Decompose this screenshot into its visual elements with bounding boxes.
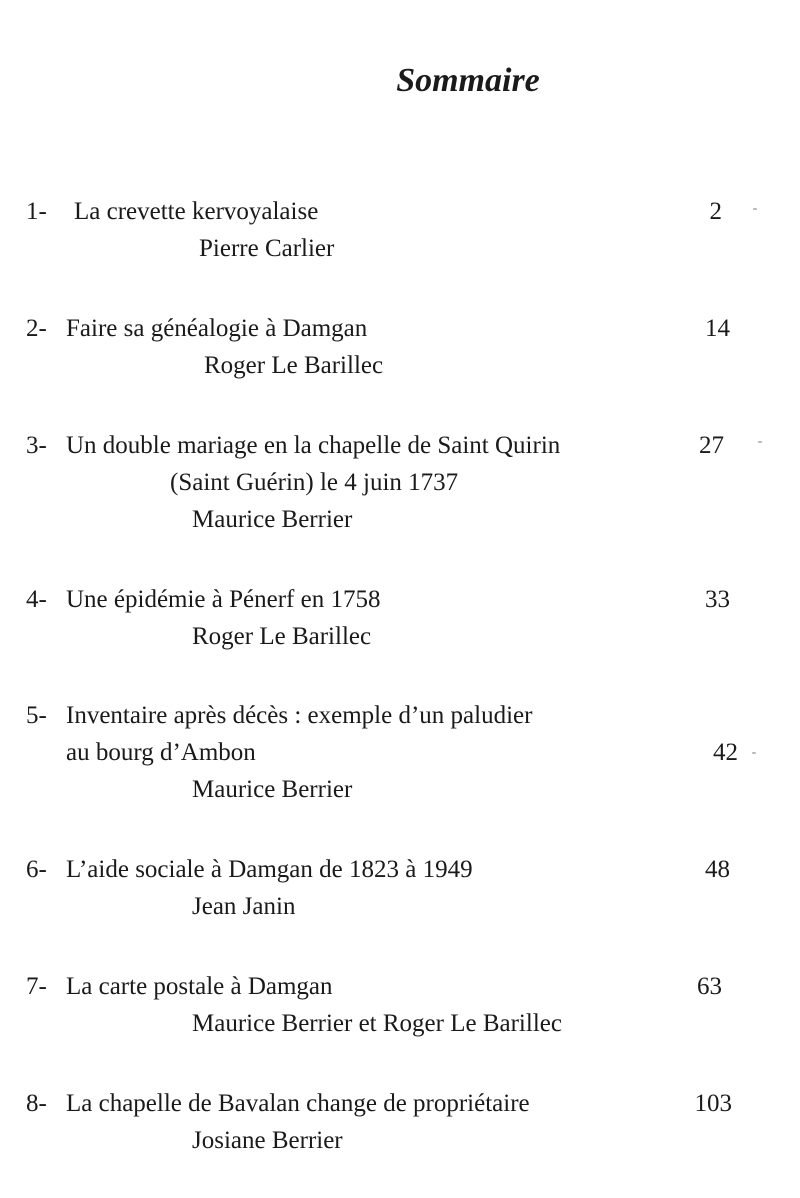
entry-page-number: 14 [705, 315, 730, 342]
entry-number: 3- [26, 432, 47, 459]
entry-author: Roger Le Barillec [204, 352, 384, 379]
entry-number: 6- [26, 856, 47, 883]
entry-page-number: 103 [694, 1090, 732, 1117]
entry-title: Inventaire après décès : exemple d’un paludier [66, 702, 533, 729]
entry-author: Jean Janin [192, 893, 296, 920]
entry-title: Faire sa généalogie à Damgan [66, 315, 368, 342]
entry-title-continued: au bourg d’Ambon [66, 739, 256, 766]
entry-number: 5- [26, 702, 47, 729]
entry-title: La crevette kervoyalaise [74, 198, 319, 225]
scan-speck [753, 208, 757, 210]
entry-author: Maurice Berrier et Roger Le Barillec [192, 1010, 562, 1037]
entry-title-continued: (Saint Guérin) le 4 juin 1737 [170, 469, 459, 496]
entry-title: L’aide sociale à Damgan de 1823 à 1949 [66, 856, 473, 883]
entry-title: Un double mariage en la chapelle de Saint Quirin [66, 432, 561, 459]
entry-author: Maurice Berrier [192, 776, 353, 803]
entry-number: 7- [26, 973, 47, 1000]
entry-page-number: 33 [705, 586, 730, 613]
entry-title: Une épidémie à Pénerf en 1758 [66, 586, 381, 613]
entry-page-number: 48 [705, 856, 730, 883]
entry-page-number: 27 [699, 432, 724, 459]
entry-page-number: 2 [709, 198, 722, 225]
entry-author: Pierre Carlier [199, 235, 335, 262]
page-title: Sommaire [396, 62, 540, 99]
entry-author: Roger Le Barillec [192, 623, 372, 650]
entry-number: 1- [26, 198, 47, 225]
entry-title: La chapelle de Bavalan change de propriétaire [66, 1090, 530, 1117]
entry-page-number: 63 [697, 973, 722, 1000]
entry-title: La carte postale à Damgan [66, 973, 333, 1000]
entry-author: Maurice Berrier [192, 506, 353, 533]
entry-number: 2- [26, 315, 47, 342]
scan-speck [758, 441, 762, 443]
entry-page-number: 42 [713, 739, 738, 766]
entry-number: 4- [26, 586, 47, 613]
scan-speck [752, 752, 756, 754]
entry-author: Josiane Berrier [192, 1127, 343, 1154]
entry-number: 8- [26, 1090, 47, 1117]
